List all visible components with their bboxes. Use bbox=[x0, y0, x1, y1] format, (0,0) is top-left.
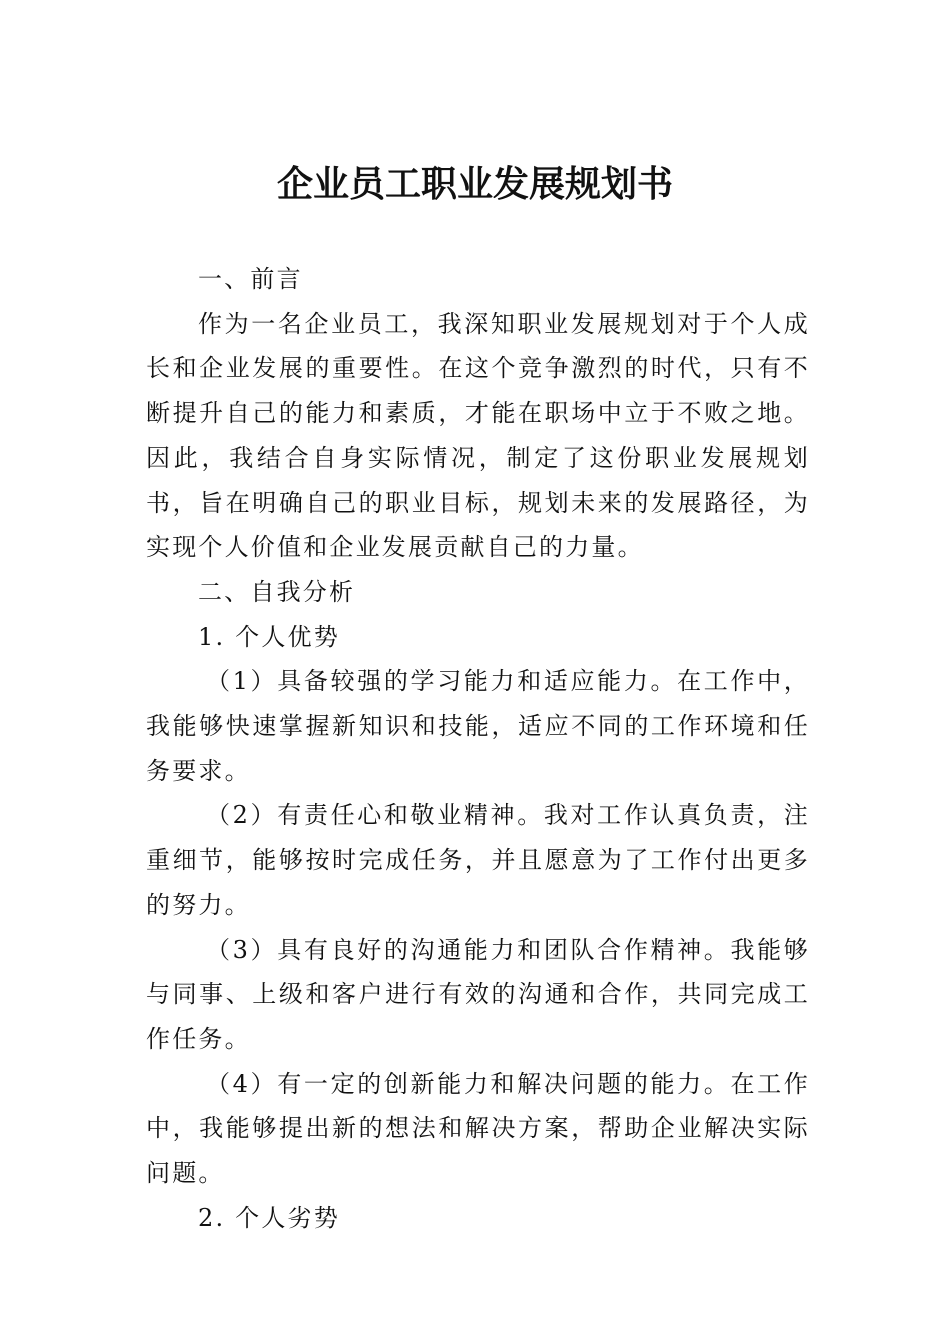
document-body bbox=[146, 257, 810, 1240]
strength-item-2: （2）有责任心和敬业精神。我对工作认真负责，注重细节，能够按时完成任务，并且愿意为了工作付出更多的努力。 bbox=[146, 801, 810, 919]
section-heading-self-analysis: 二、自我分析 bbox=[198, 577, 356, 606]
preface-paragraph: 作为一名企业员工，我深知职业发展规划对于个人成长和企业发展的重要性。在这个竞争激烈的时代，只有不断提升自己的能力和素质，才能在职场中立于不败之地。因此，我结合自身实际情况，制定了这份职业发展规划书，旨在明确自己的职业目标，规划未来的发展路径，为实现个人价值和企业发展贡献自己的力量。 bbox=[146, 309, 810, 562]
strength-item-3: （3）具有良好的沟通能力和团队合作精神。我能够与同事、上级和客户进行有效的沟通和合作，共同完成工作任务。 bbox=[146, 935, 810, 1053]
subheading-weaknesses: 2. 个人劣势 bbox=[198, 1203, 340, 1232]
strength-item-4: （4）有一定的创新能力和解决问题的能力。在工作中，我能够提出新的想法和解决方案，帮助企业解决实际问题。 bbox=[146, 1069, 810, 1188]
document-title: 企业员工职业发展规划书 bbox=[276, 163, 673, 205]
strength-item-1: （1）具备较强的学习能力和适应能力。在工作中，我能够快速掌握新知识和技能，适应不同的工作环境和任务要求。 bbox=[146, 667, 810, 785]
subheading-strengths: 1. 个人优势 bbox=[198, 622, 340, 651]
section-heading-preface: 一、前言 bbox=[198, 265, 303, 293]
